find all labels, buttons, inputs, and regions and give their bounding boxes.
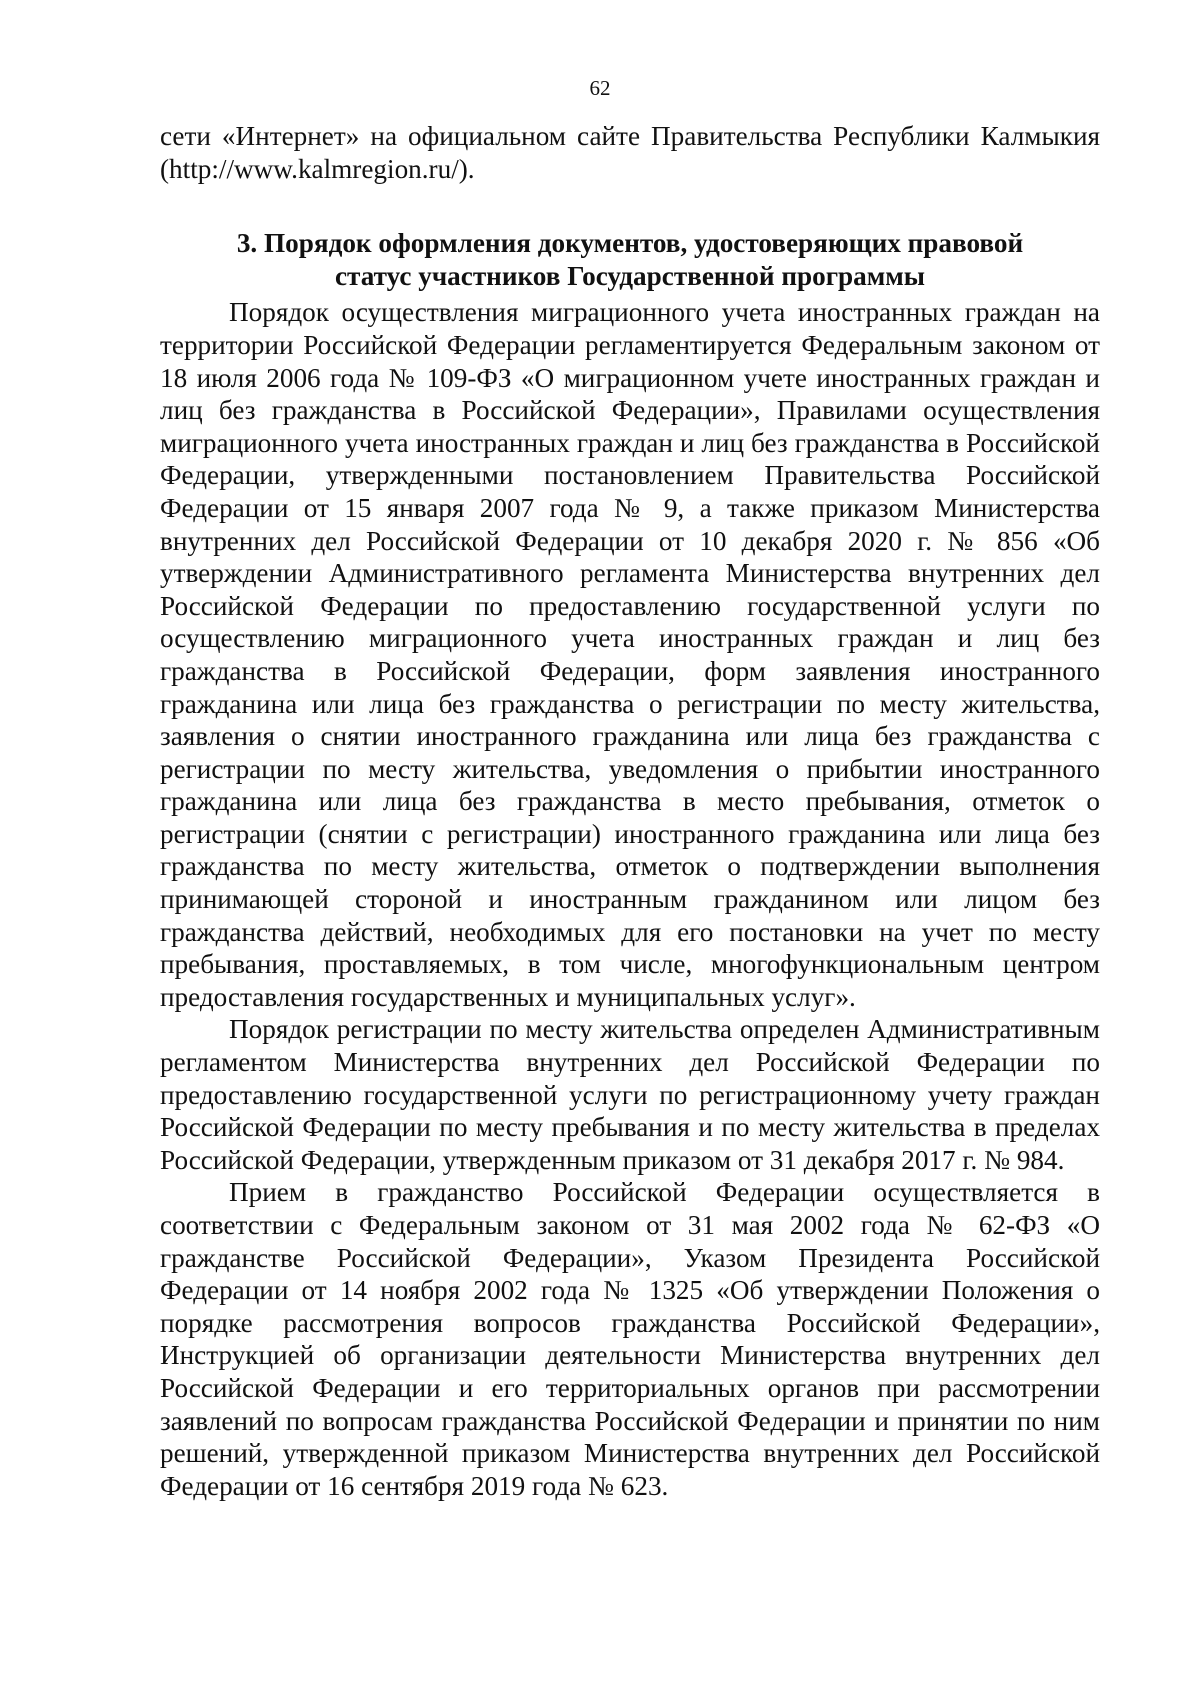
section-heading-line-1: 3. Порядок оформления документов, удостоверяющих правовой — [236, 228, 1024, 259]
paragraph-migration-registration: Порядок осуществления миграционного учета иностранных граждан на территории Российской Федерации регламентируется Федеральным законом от 18 июля 2006 года № 109-ФЗ «О миграционном учете иностранных граждан и лиц без гражданства в Российской Федерации», Правилами осуществления миграционного учета иностранных граждан и лиц без гражданства в Российской Федерации, утвержденными постановлением Правительства Российской Федерации от 15 января 2007 года № 9, а также приказом Министерства внутренних дел Российской Федерации от 10 декабря 2020 г. № 856 «Об утверждении Административного регламента Министерства внутренних дел Российской Федерации по предоставлению государственной услуги по осуществлению миграционного учета иностранных граждан и лиц без гражданства в Российской Федерации, форм заявления иностранного гражданина или лица без гражданства о регистрации по месту жительства, заявления о снятии иностранного гражданина или лица без гражданства с регистрации по месту жительства, уведомления о прибытии иностранного гражданина или лица без гражданства в место пребывания, отметок о регистрации (снятии с регистрации) иностранного гражданина или лица без гражданства по месту жительства, отметок о подтверждении выполнения принимающей стороной и иностранным гражданином или лицом без гражданства действий, необходимых для его постановки на учет по месту пребывания, проставляемых, в том числе, многофункциональным центром предоставления государственных и муниципальных услуг». — [160, 297, 1100, 1012]
paragraph-residence-registration: Порядок регистрации по месту жительства определен Административным регламентом Министерства внутренних дел Российской Федерации по предоставлению государственной услуги по регистрационному учету граждан Российской Федерации по месту пребывания и по месту жительства в пределах Российской Федерации, утвержденным приказом от 31 декабря 2017 г. № 984. — [160, 1014, 1100, 1175]
paragraph-citizenship-admission: Прием в гражданство Российской Федерации осуществляется в соответствии с Федеральным законом от 31 мая 2002 года № 62-ФЗ «О гражданстве Российской Федерации», Указом Президента Российской Федерации от 14 ноября 2002 года № 1325 «Об утверждении Положения о порядке рассмотрения вопросов гражданства Российской Федерации», Инструкцией об организации деятельности Министерства внутренних дел Российской Федерации и его территориальных органов при рассмотрении заявлений по вопросам гражданства Российской Федерации и принятии по ним решений, утвержденной приказом Министерства внутренних дел Российской Федерации от 16 сентября 2019 года № 623. — [160, 1177, 1100, 1501]
continuation-paragraph: сети «Интернет» на официальном сайте Правительства Республики Калмыкия (http://www.kalmregion.ru/). — [160, 121, 1100, 184]
document-body — [160, 120, 1100, 1502]
section-heading — [160, 227, 1100, 292]
section-heading-line-2: статус участников Государственной программы — [334, 260, 926, 291]
page-number: 62 — [589, 76, 611, 100]
